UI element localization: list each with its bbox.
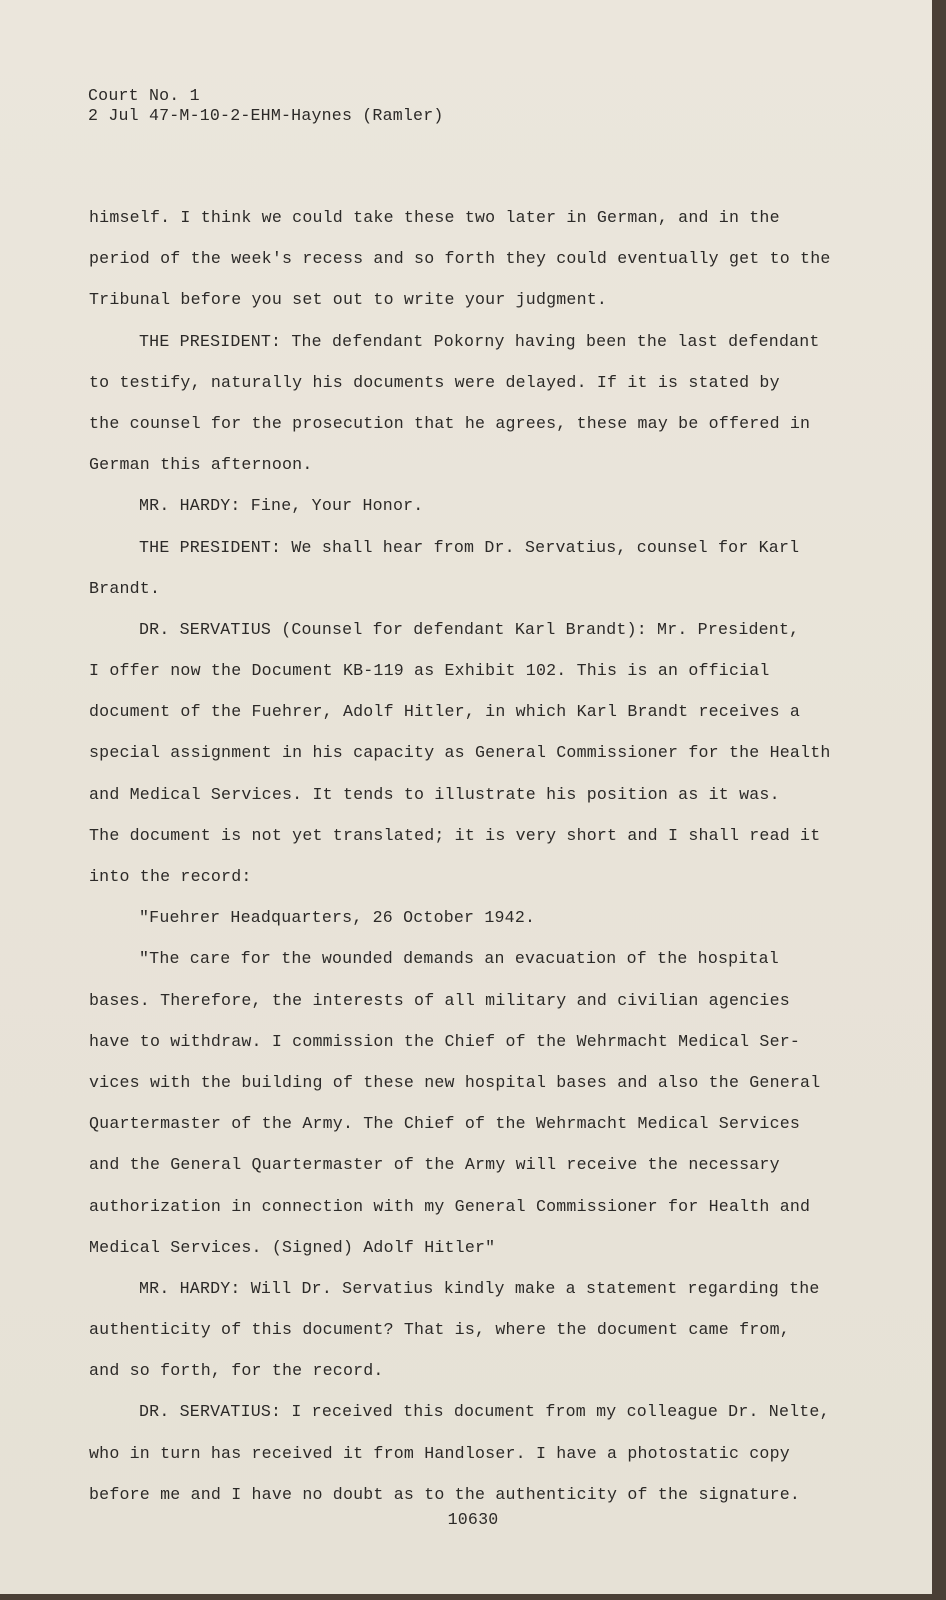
transcript-line: before me and I have no doubt as to the authenticity of the signature. [89,1484,801,1504]
session-code: 2 Jul 47-M-10-2-EHM-Haynes (Ramler) [88,106,444,125]
transcript-line: DR. SERVATIUS: I received this document from my colleague Dr. Nelte, [139,1402,830,1422]
transcript-line: to testify, naturally his documents were delayed. If it is stated by [89,372,780,392]
transcript-line: THE PRESIDENT: We shall hear from Dr. Servatius, counsel for Karl [139,537,800,557]
transcript-body [89,197,845,1515]
transcript-line: period of the week's recess and so forth they could eventually get to the [89,249,831,269]
scan-edge-bottom [0,1594,946,1600]
page-number: 10630 [447,1510,499,1529]
transcript-line: have to withdraw. I commission the Chief of the Wehrmacht Medical Ser- [89,1031,801,1051]
court-label: Court No. 1 [88,86,200,105]
transcript-line: and Medical Services. It tends to illustrate his position as it was. [89,784,780,804]
transcript-line: MR. HARDY: Will Dr. Servatius kindly make a statement regarding the [139,1278,820,1298]
transcript-line: Tribunal before you set out to write your judgment. [89,290,608,310]
transcript-line: into the record: [89,867,252,886]
transcript-line: and the General Quartermaster of the Army will receive the necessary [89,1155,780,1175]
transcript-line: vices with the building of these new hospital bases and also the General [89,1072,821,1092]
transcript-line: THE PRESIDENT: The defendant Pokorny having been the last defendant [139,331,820,351]
transcript-line: himself. I think we could take these two later in German, and in the [89,208,780,227]
transcript-line: Medical Services. (Signed) Adolf Hitler" [89,1237,496,1257]
transcript-line: "Fuehrer Headquarters, 26 October 1942. [139,908,536,928]
transcript-line: document of the Fuehrer, Adolf Hitler, in which Karl Brandt receives a [89,702,801,722]
transcript-line: who in turn has received it from Handloser. I have a photostatic copy [89,1443,790,1463]
transcript-line: and so forth, for the record. [89,1361,384,1381]
transcript-line: DR. SERVATIUS (Counsel for defendant Karl Brandt): Mr. President, [139,619,800,639]
transcript-line: German this afternoon. [89,455,313,475]
transcript-line: "The care for the wounded demands an evacuation of the hospital [139,949,779,969]
transcript-line: authorization in connection with my General Commissioner for Health and [89,1196,811,1216]
transcript-line: the counsel for the prosecution that he agrees, these may be offered in [89,413,811,433]
transcript-line: authenticity of this document? That is, where the document came from, [89,1320,790,1340]
transcript-line: bases. Therefore, the interests of all military and civilian agencies [89,990,790,1010]
transcript-line: Quartermaster of the Army. The Chief of the Wehrmacht Medical Services [89,1114,801,1134]
transcript-header [88,86,444,126]
scan-edge-right [932,0,946,1600]
transcript-line: The document is not yet translated; it is very short and I shall read it [89,825,821,845]
transcript-line: I offer now the Document KB-119 as Exhibit 102. This is an official [89,661,770,681]
transcript-line: Brandt. [89,578,161,598]
transcript-line: special assignment in his capacity as General Commissioner for the Health [89,743,831,763]
transcript-line: MR. HARDY: Fine, Your Honor. [139,496,424,516]
